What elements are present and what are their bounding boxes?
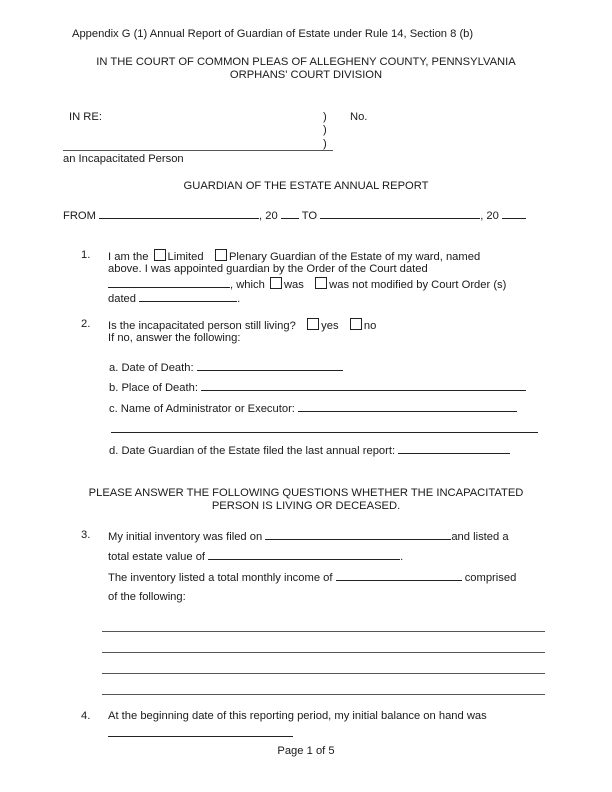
monthly-income-label: The inventory listed a total monthly income of — [108, 572, 333, 584]
dated-label: dated — [108, 293, 136, 305]
was-not-label: was not modified by Court Order (s) — [329, 279, 507, 291]
court-name-line2: ORPHANS' COURT DIVISION — [229, 69, 383, 81]
year-prefix: , 20 — [259, 210, 278, 222]
was-label: was — [283, 279, 304, 291]
question-3-line2 — [108, 549, 403, 563]
date-of-death-field[interactable] — [197, 360, 343, 371]
question-1-line2: above. I was appointed guardian by the Order of the Court dated — [108, 263, 428, 275]
to-year-field[interactable] — [502, 208, 526, 219]
income-detail-line[interactable] — [102, 694, 545, 695]
no-label: no — [363, 320, 377, 332]
from-date-field[interactable] — [99, 208, 259, 219]
page-number: Page 1 of 5 — [277, 745, 335, 757]
living-question: Is the incapacitated person still living? — [108, 320, 296, 332]
comprised-text: comprised — [464, 572, 517, 584]
place-of-death-row — [109, 380, 526, 394]
and-listed-text: and listed a — [451, 531, 509, 543]
place-of-death-field[interactable] — [201, 380, 526, 391]
in-re-label: IN RE: — [69, 111, 102, 123]
administrator-label: c. Name of Administrator or Executor: — [109, 403, 295, 415]
caption-paren: ) — [323, 111, 327, 123]
caption-divider — [63, 150, 333, 151]
period-mark: . — [400, 551, 404, 563]
appointment-date-field[interactable] — [108, 277, 230, 288]
question-3-line1 — [108, 529, 509, 543]
period-mark: . — [237, 293, 241, 305]
income-detail-line[interactable] — [102, 652, 545, 653]
from-label: FROM — [63, 210, 96, 222]
date-of-death-row — [109, 360, 343, 374]
from-year-field[interactable] — [281, 208, 299, 219]
question-4-line1: At the beginning date of this reporting period, my initial balance on hand was — [108, 710, 487, 722]
caption-paren: ) — [323, 138, 327, 150]
caption-paren: ) — [323, 124, 327, 136]
estate-value-field[interactable] — [208, 549, 400, 560]
was-checkbox[interactable] — [270, 277, 282, 289]
question-1-line1 — [108, 249, 480, 263]
year-prefix: , 20 — [480, 210, 499, 222]
question-2-number: 2. — [81, 318, 91, 330]
report-title: GUARDIAN OF THE ESTATE ANNUAL REPORT — [183, 180, 429, 192]
inventory-date-field[interactable] — [265, 529, 451, 540]
income-detail-line[interactable] — [102, 673, 545, 674]
monthly-income-field[interactable] — [336, 570, 462, 581]
inventory-filed-label: My initial inventory was filed on — [108, 531, 263, 543]
court-name-line1: IN THE COURT OF COMMON PLEAS OF ALLEGHENY COUNTY, PENNSYLVANIA — [96, 56, 516, 68]
question-1-number: 1. — [81, 249, 91, 261]
initial-balance-field[interactable] — [108, 736, 293, 737]
question-3-line4: of the following: — [108, 591, 186, 603]
incapacitated-person-label: an Incapacitated Person — [63, 153, 184, 165]
plenary-checkbox[interactable] — [215, 249, 227, 261]
question-1-line3 — [108, 277, 506, 291]
administrator-field-line2[interactable] — [111, 432, 538, 433]
to-date-field[interactable] — [320, 208, 480, 219]
question-2-line1 — [108, 318, 376, 332]
question-3-number: 3. — [81, 529, 91, 541]
limited-checkbox[interactable] — [154, 249, 166, 261]
instruction-line2: PERSON IS LIVING OR DECEASED. — [211, 500, 401, 512]
if-no-instruction: If no, answer the following: — [108, 332, 241, 344]
date-of-death-label: a. Date of Death: — [109, 362, 194, 374]
no-checkbox[interactable] — [350, 318, 362, 330]
limited-label: Limited — [167, 251, 204, 263]
last-report-date-field[interactable] — [398, 443, 510, 454]
i-am-the-text: I am the — [108, 251, 149, 263]
was-not-checkbox[interactable] — [315, 277, 327, 289]
administrator-field[interactable] — [298, 401, 517, 412]
yes-label: yes — [321, 320, 339, 332]
yes-checkbox[interactable] — [307, 318, 319, 330]
place-of-death-label: b. Place of Death: — [109, 382, 198, 394]
estate-value-label: total estate value of — [108, 551, 206, 563]
instruction-line1: PLEASE ANSWER THE FOLLOWING QUESTIONS WHETHER THE INCAPACITATED — [88, 487, 524, 499]
last-report-label: d. Date Guardian of the Estate filed the last annual report: — [109, 445, 396, 457]
appendix-heading: Appendix G (1) Annual Report of Guardian of Estate under Rule 14, Section 8 (b) — [72, 28, 474, 40]
question-1-line4 — [108, 291, 240, 305]
to-label: TO — [301, 210, 318, 222]
plenary-label: Plenary Guardian of the Estate of my ward, named — [228, 251, 481, 263]
modification-date-field[interactable] — [139, 291, 237, 302]
question-3-line3 — [108, 570, 516, 584]
reporting-period-row — [63, 208, 526, 222]
last-report-row — [109, 443, 510, 457]
administrator-row — [109, 401, 517, 415]
which-text: , which — [230, 279, 265, 291]
income-detail-line[interactable] — [102, 631, 545, 632]
case-number-label: No. — [350, 111, 368, 123]
question-4-number: 4. — [81, 710, 91, 722]
